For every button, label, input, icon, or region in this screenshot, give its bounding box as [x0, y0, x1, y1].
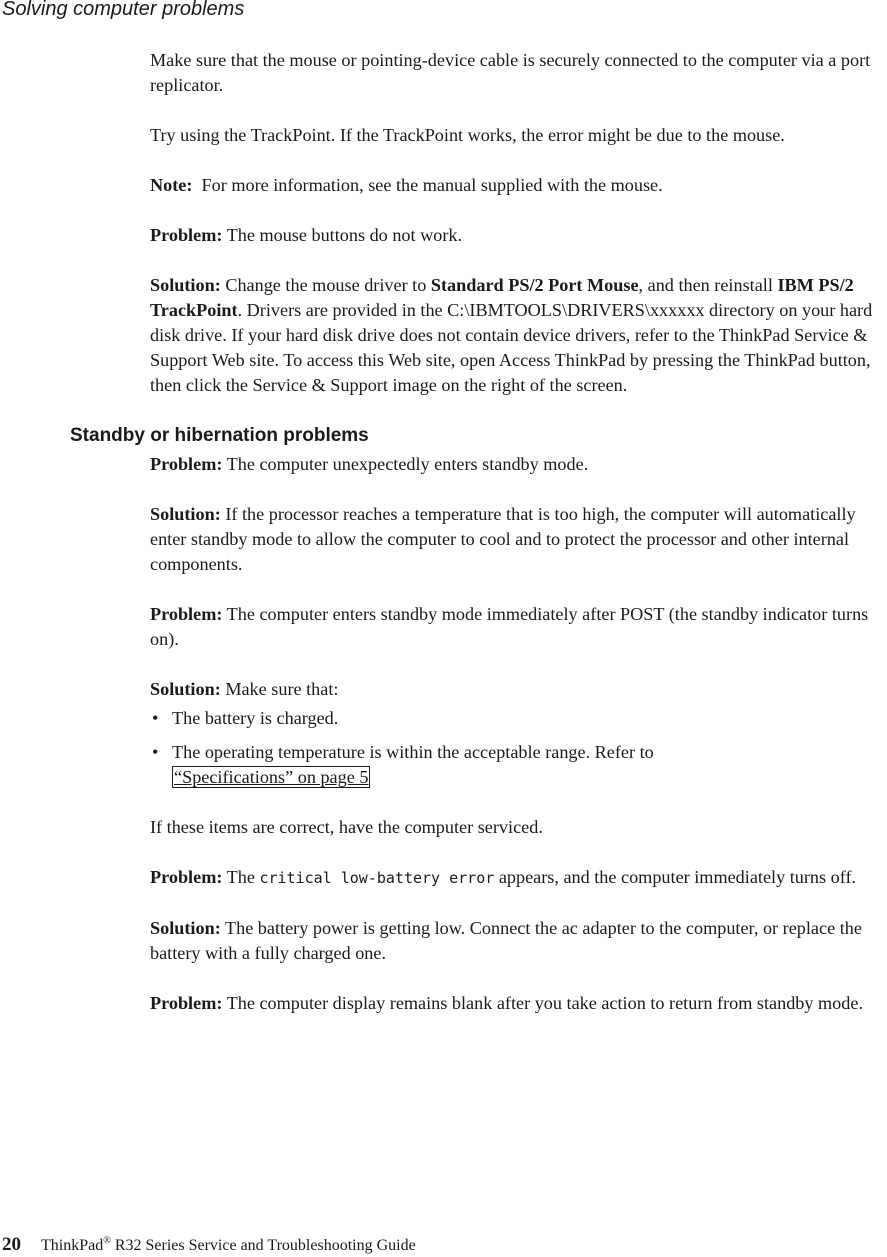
- book-title-text: R32 Series Service and Troubleshooting Guide: [110, 1237, 416, 1254]
- specifications-link[interactable]: “Specifications” on page 5: [174, 767, 369, 787]
- solution-text: . Drivers are provided in the C:\IBMTOOLS\DRIVERS\xxxxxx directory on your hard disk drive. If your hard disk drive does not contain device drivers, refer to the ThinkPad Service & Support Web site. To access this Web site, open Access ThinkPad by pressing the ThinkPad button, then click the Service & Support image on the right of the screen.: [150, 300, 873, 395]
- note-label: Note:: [150, 175, 193, 195]
- page-footer: [2, 1234, 416, 1256]
- problem-label: Problem:: [150, 867, 223, 887]
- list-item: • The battery is charged.: [150, 706, 887, 731]
- book-title-text: ThinkPad: [41, 1237, 104, 1254]
- section-heading: Standby or hibernation problems: [70, 425, 369, 446]
- solution-label: Solution:: [150, 275, 221, 295]
- problem-label: Problem:: [150, 993, 223, 1013]
- driver-name: IBM PS/2 TrackPoint: [150, 275, 854, 320]
- page-body: [70, 48, 887, 1041]
- note: [150, 173, 887, 198]
- list-item: [150, 740, 887, 790]
- solution-text: Change the mouse driver to: [225, 275, 427, 295]
- paragraph: Make sure that the mouse or pointing-device cable is securely connected to the computer via a port replicator.: [150, 50, 871, 95]
- problem-text: The mouse buttons do not work.: [226, 225, 463, 245]
- registered-mark: ®: [103, 1235, 111, 1247]
- solution-label: Solution:: [150, 679, 221, 699]
- solution-text: , and then reinstall: [638, 275, 773, 295]
- book-title: [41, 1237, 416, 1254]
- solution: [150, 916, 887, 966]
- note-text: For more information, see the manual supplied with the mouse.: [201, 175, 663, 195]
- problem: [150, 223, 887, 248]
- problem-text: The computer display remains blank after you take action to return from standby mode.: [226, 993, 863, 1013]
- problem-text: The computer unexpectedly enters standby mode.: [226, 454, 589, 474]
- paragraph: If these items are correct, have the computer serviced.: [150, 817, 543, 837]
- solution-text: If the processor reaches a temperature that is too high, the computer will automatically enter standby mode to allow the computer to cool and to protect the processor and other internal components.: [150, 504, 856, 574]
- solution-label: Solution:: [150, 918, 221, 938]
- problem-label: Problem:: [150, 225, 223, 245]
- solution-text: Make sure that:: [225, 679, 339, 699]
- bullet-list: [150, 706, 887, 790]
- solution-text: The battery power is getting low. Connect the ac adapter to the computer, or replace the battery with a fully charged one.: [150, 918, 862, 963]
- problem: [150, 602, 887, 652]
- problem-text: The: [226, 867, 255, 887]
- problem-label: Problem:: [150, 454, 223, 474]
- problem: [150, 452, 887, 477]
- problem-text: The computer enters standby mode immediately after POST (the standby indicator turns on).: [150, 604, 869, 649]
- problem: [150, 865, 887, 891]
- problem-label: Problem:: [150, 604, 223, 624]
- list-item-text: The operating temperature is within the acceptable range. Refer to: [172, 742, 654, 762]
- solution: [150, 677, 887, 702]
- page-number: 20: [2, 1234, 21, 1255]
- solution: [150, 502, 887, 577]
- running-header: Solving computer problems: [2, 0, 245, 20]
- solution-label: Solution:: [150, 504, 221, 524]
- paragraph: Try using the TrackPoint. If the TrackPoint works, the error might be due to the mouse.: [150, 125, 785, 145]
- problem: [150, 991, 887, 1016]
- problem-text: appears, and the computer immediately turns off.: [498, 867, 857, 887]
- driver-name: Standard PS/2 Port Mouse: [430, 275, 639, 295]
- error-message-code: critical low-battery error: [259, 869, 495, 887]
- solution: [150, 273, 887, 398]
